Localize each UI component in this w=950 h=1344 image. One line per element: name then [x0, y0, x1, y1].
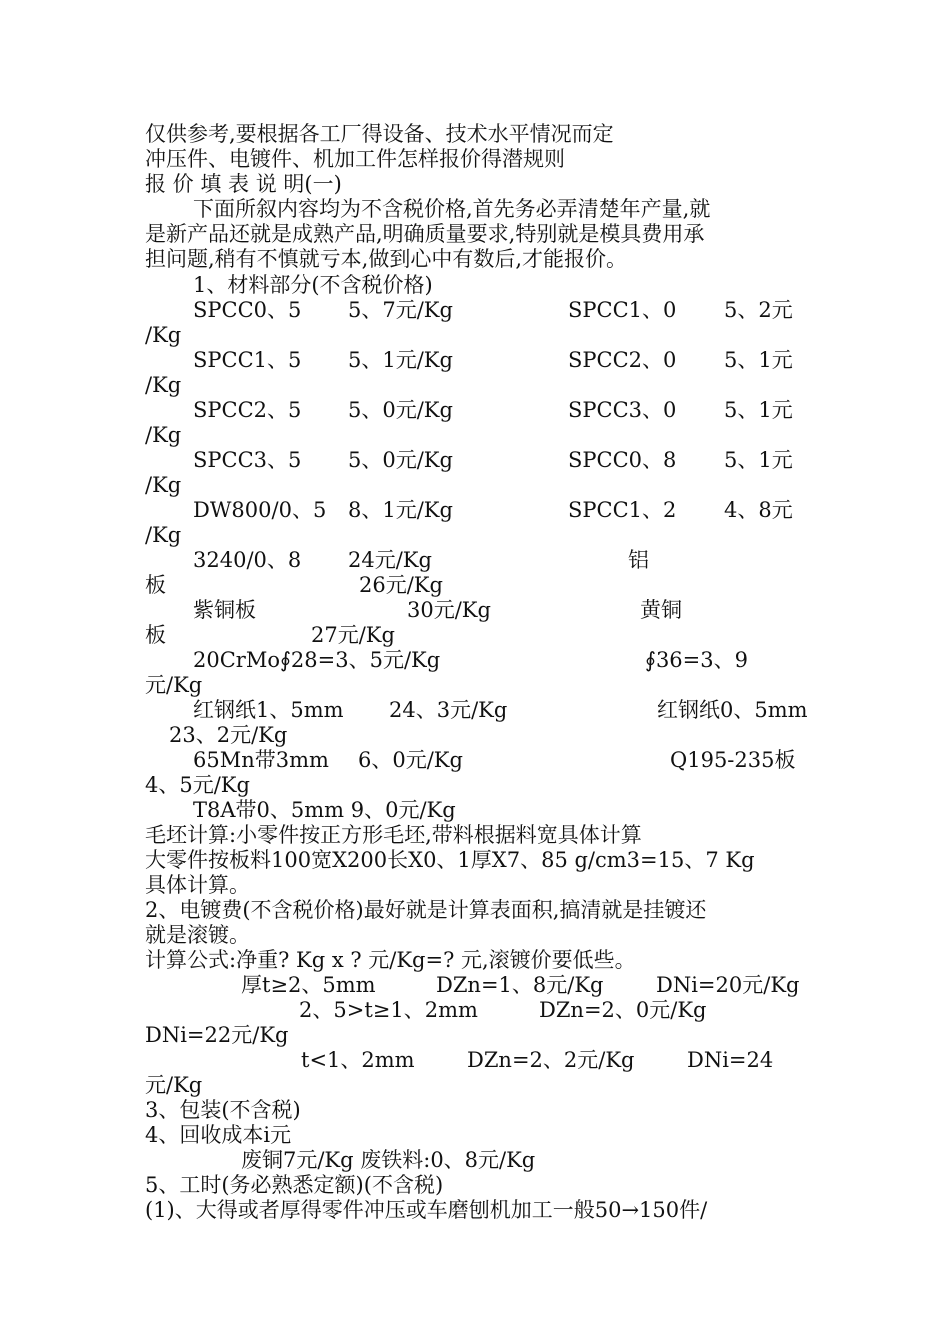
text-line: 5、0元/Kg — [348, 448, 453, 472]
text-line: t<1、2mm — [301, 1048, 415, 1072]
text-line: 5、7元/Kg — [348, 298, 453, 322]
text-line: Q195-235板 — [670, 748, 796, 772]
text-line: 3、包装(不含税) — [145, 1098, 301, 1122]
text-line: 2、电镀费(不含税价格)最好就是计算表面积,搞清就是挂镀还 — [145, 898, 707, 922]
text-line: /Kg — [145, 323, 182, 347]
text-line: 废铜7元/Kg 废铁料:0、8元/Kg — [241, 1148, 536, 1172]
text-line: 毛坯计算:小零件按正方形毛坯,带料根据料宽具体计算 — [145, 823, 642, 847]
text-line: 5、1元 — [724, 398, 793, 422]
text-line: /Kg — [145, 373, 182, 397]
text-line: (1)、大得或者厚得零件冲压或车磨刨机加工一般50→150件/ — [145, 1198, 708, 1222]
text-line: 5、工时(务必熟悉定额)(不含税) — [145, 1173, 444, 1197]
text-line: 仅供参考,要根据各工厂得设备、技术水平情况而定 — [145, 122, 614, 146]
text-line: 红钢纸1、5mm — [193, 698, 344, 722]
text-line: 报 价 填 表 说 明(一) — [145, 172, 342, 196]
text-line: 是新产品还就是成熟产品,明确质量要求,特别就是模具费用承 — [145, 222, 705, 246]
text-line: 3240/0、8 — [193, 548, 302, 572]
text-line: SPCC2、0 — [568, 348, 677, 372]
text-line: DNi=22元/Kg — [145, 1023, 289, 1047]
text-line: 黄铜 — [640, 598, 682, 622]
text-line: 下面所叙内容均为不含税价格,首先务必弄清楚年产量,就 — [193, 197, 711, 221]
text-line: 4、回收成本i元 — [145, 1123, 292, 1147]
text-line: 板 — [145, 623, 166, 647]
text-line: 6、0元/Kg — [358, 748, 463, 772]
text-line: 元/Kg — [145, 673, 203, 697]
text-line: 担问题,稍有不慎就亏本,做到心中有数后,才能报价。 — [145, 247, 628, 271]
text-line: /Kg — [145, 423, 182, 447]
text-line: DZn=2、2元/Kg — [467, 1048, 635, 1072]
text-line: 27元/Kg — [311, 623, 395, 647]
text-line: 冲压件、电镀件、机加工件怎样报价得潜规则 — [145, 147, 565, 171]
text-line: 5、1元 — [724, 448, 793, 472]
text-line: 8、1元/Kg — [348, 498, 453, 522]
text-line: DZn=2、0元/Kg — [539, 998, 707, 1022]
text-line: 20CrMo∮28=3、5元/Kg — [193, 648, 441, 672]
text-line: SPCC1、0 — [568, 298, 677, 322]
text-line: SPCC1、2 — [568, 498, 677, 522]
text-line: 5、1元 — [724, 348, 793, 372]
text-line: 红钢纸0、5mm — [657, 698, 808, 722]
text-line: 铝 — [628, 548, 649, 572]
text-line: /Kg — [145, 473, 182, 497]
text-line: 大零件按板料100宽X200长X0、1厚X7、85 g/cm3=15、7 Kg — [145, 848, 755, 872]
text-line: 2、5>t≥1、2mm — [299, 998, 478, 1022]
text-line: DW800/0、5 — [193, 498, 327, 522]
text-line: 26元/Kg — [359, 573, 443, 597]
text-line: SPCC3、0 — [568, 398, 677, 422]
text-line: DZn=1、8元/Kg — [436, 973, 604, 997]
text-line: /Kg — [145, 523, 182, 547]
text-line: 就是滚镀。 — [145, 923, 250, 947]
text-line: SPCC1、5 — [193, 348, 302, 372]
text-line: 23、2元/Kg — [169, 723, 288, 747]
text-line: 计算公式:净重? Kg x ? 元/Kg=? 元,滚镀价要低些。 — [145, 948, 636, 972]
text-line: SPCC0、8 — [568, 448, 677, 472]
text-line: 1、材料部分(不含税价格) — [193, 273, 433, 297]
text-line: 5、0元/Kg — [348, 398, 453, 422]
text-line: 元/Kg — [145, 1073, 203, 1097]
text-line: SPCC0、5 — [193, 298, 302, 322]
text-line: 30元/Kg — [407, 598, 491, 622]
text-line: 65Mn带3mm — [193, 748, 329, 772]
text-line: ∮36=3、9 — [645, 648, 748, 672]
text-line: 紫铜板 — [193, 598, 256, 622]
text-line: SPCC3、5 — [193, 448, 302, 472]
text-line: 具体计算。 — [145, 873, 250, 897]
text-line: T8A带0、5mm 9、0元/Kg — [193, 798, 456, 822]
text-line: 4、8元 — [724, 498, 793, 522]
text-line: 24元/Kg — [348, 548, 432, 572]
text-line: DNi=24 — [687, 1048, 774, 1072]
text-line: SPCC2、5 — [193, 398, 302, 422]
text-line: DNi=20元/Kg — [656, 973, 800, 997]
text-line: 板 — [145, 573, 166, 597]
text-line: 厚t≥2、5mm — [241, 973, 376, 997]
text-line: 24、3元/Kg — [389, 698, 508, 722]
text-line: 4、5元/Kg — [145, 773, 250, 797]
text-line: 5、1元/Kg — [348, 348, 453, 372]
text-line: 5、2元 — [724, 298, 793, 322]
